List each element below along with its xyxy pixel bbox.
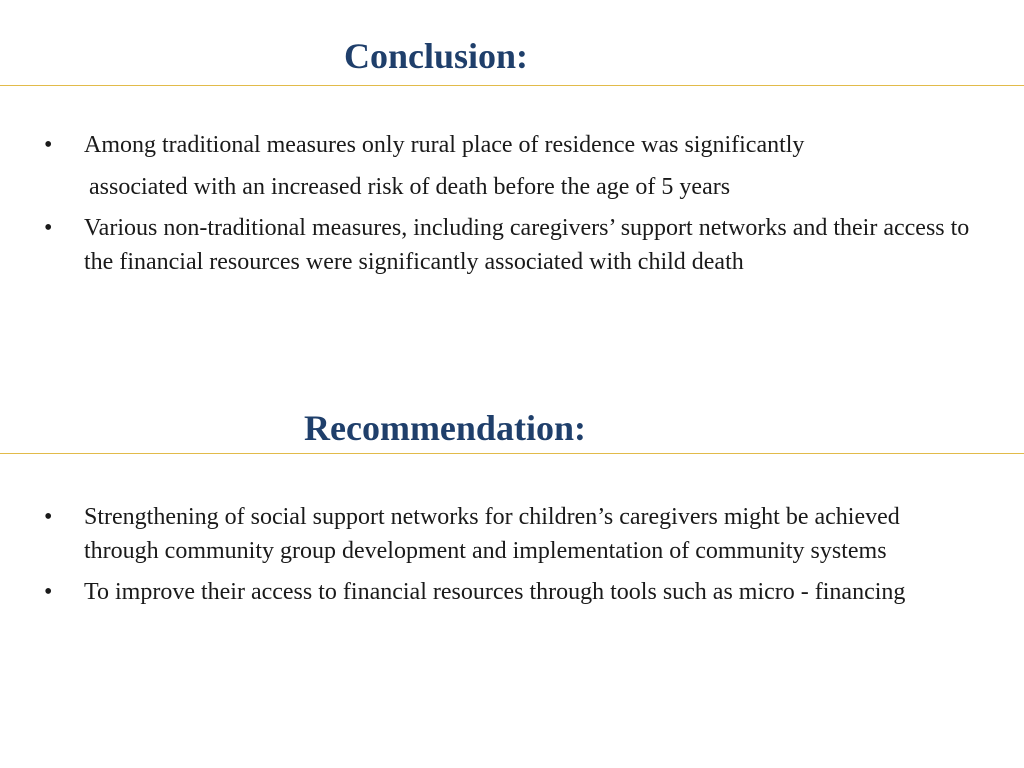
bullet-icon: • <box>44 132 53 158</box>
conclusion-bullet-2 <box>0 211 1024 279</box>
conclusion-bullet-2-text: Various non-traditional measures, including caregivers’ support networks and their access to the financial resources were significantly associated with child death <box>84 215 970 275</box>
conclusion-bullet-1-line-2: associated with an increased risk of death before the age of 5 years <box>89 174 731 200</box>
recommendation-bullet-2-text: To improve their access to financial resources through tools such as micro - financing <box>84 579 906 605</box>
conclusion-divider <box>0 85 1024 86</box>
conclusion-bullet-1-line-1: Among traditional measures only rural place of residence was significantly <box>84 132 805 158</box>
recommendation-bullet-list <box>0 500 1024 609</box>
recommendation-bullet-1-text: Strengthening of social support networks for children’s caregivers might be achieved through community group development and implementation of community systems <box>84 504 900 564</box>
recommendation-heading: Recommendation: <box>304 408 586 448</box>
conclusion-bullet-1 <box>0 128 1024 204</box>
recommendation-bullet-1 <box>0 500 1024 568</box>
conclusion-heading: Conclusion: <box>344 36 529 76</box>
recommendation-divider <box>0 453 1024 454</box>
recommendation-bullet-2 <box>0 575 1024 609</box>
conclusion-bullet-list <box>0 128 1024 279</box>
bullet-icon: • <box>44 579 53 605</box>
bullet-icon: • <box>44 215 53 241</box>
bullet-icon: • <box>44 504 53 530</box>
